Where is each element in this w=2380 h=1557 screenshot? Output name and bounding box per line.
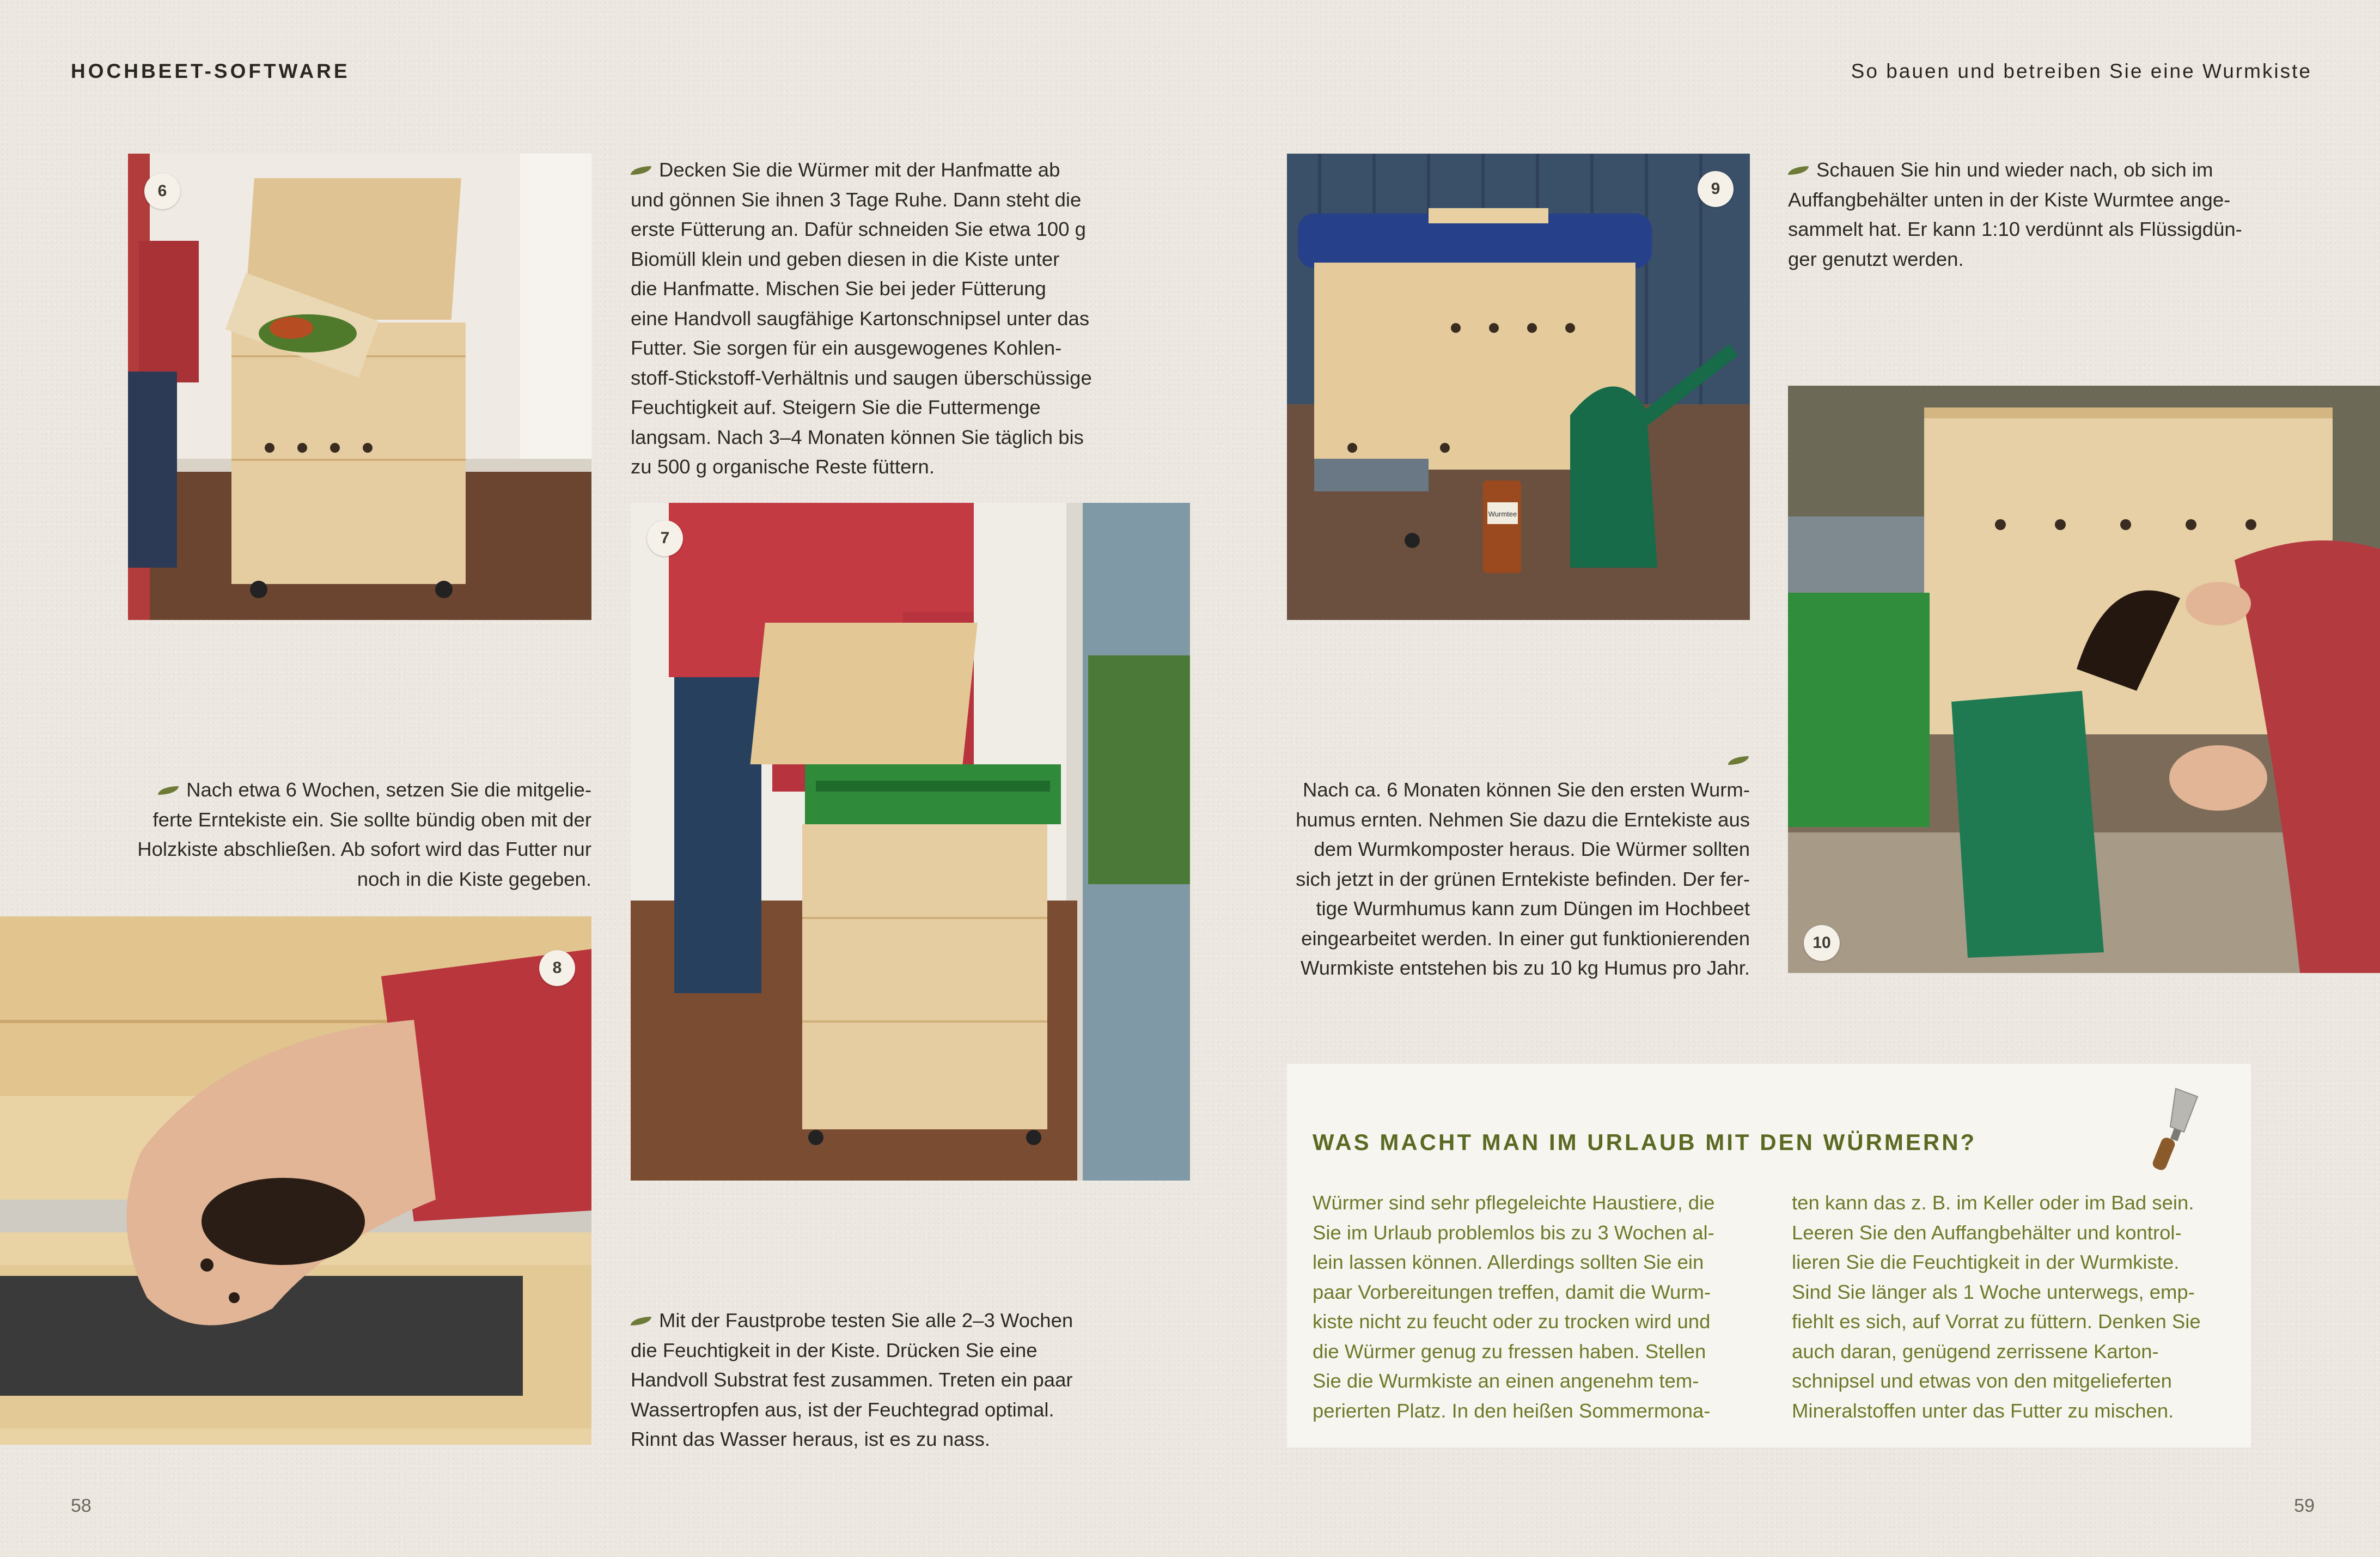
running-header-right: So bauen und betreiben Sie eine Wurmkiste — [1851, 60, 2312, 82]
text-step-7: Nach etwa 6 Wochen, setzen Sie die mitgelie- ferte Erntekiste ein. Sie sollte bündig oben mit der Holzkiste abschließen. Ab sofort wird das Futter nur noch in die Kiste gegeben. — [137, 778, 591, 890]
leaf-bullet-icon — [631, 1317, 651, 1325]
photo-step-6 — [128, 154, 591, 620]
info-box-column-2: ten kann das z. B. im Keller oder im Bad sein. Leeren Sie den Auffangbehälter und kontrol- lieren Sie die Feuchtigkeit in der Wurmkiste. Sind Sie länger als 1 Woche unterwegs, emp- fiehlt es sich, auf Vorrat zu füttern. Denken Sie auch daran, genügend zerrissene Karton- schnipsel und etwas von den mitgelieferten Mineralstoffen unter das Futter zu mischen. — [1792, 1191, 2201, 1422]
text-step-9: Schauen Sie hin und wieder nach, ob sich im Auffangbehälter unten in der Kiste Wurmtee ange- sammelt hat. Er kann 1:10 verdünnt als Flüssigdün- ger genutzt werden. — [1788, 159, 2242, 270]
step-badge-8: 8 — [539, 950, 575, 986]
info-box-column-1: Würmer sind sehr pflegeleichte Haustiere, die Sie im Urlaub problemlos bis zu 3 Wochen al- lein lassen können. Allerdings sollten Sie ein paar Vorbereitungen treffen, damit die Wurm- kiste nicht zu feucht oder zu trocken wird und die Würmer genug zu fressen haben. Stellen Sie die Wurmkiste an einen angenehm tem- perierten Platz. In den heißen Sommermona- — [1313, 1191, 1715, 1422]
trowel-icon — [2146, 1086, 2206, 1176]
leaf-bullet-icon — [1788, 166, 1809, 175]
photo-step-7 — [631, 503, 1190, 1181]
leaf-bullet-icon — [1728, 756, 1749, 765]
leaf-bullet-icon — [158, 786, 179, 795]
info-box-title: WAS MACHT MAN IM URLAUB MIT DEN WÜRMERN? — [1313, 1129, 1977, 1155]
text-step-6: Decken Sie die Würmer mit der Hanfmatte ab und gönnen Sie ihnen 3 Tage Ruhe. Dann steht die erste Fütterung an. Dafür schneiden Sie etwa 100 g Biomüll klein und geben diesen in die Kiste unter die Hanfmatte. Mischen Sie bei jeder Fütterung eine Handvoll saugfähige Kartonschnipsel unter das Futter. Sie sorgen für ein ausgewogenes Kohlen- stoff-Stickstoff-Verhältnis und saugen überschüssige Feuchtigkeit auf. Steigern Sie die Futtermenge langsam. Nach 3–4 Monaten können Sie täglich bis zu 500 g organische Reste füttern. — [631, 159, 1092, 478]
photo-step-8 — [0, 916, 591, 1445]
leaf-bullet-icon — [631, 166, 651, 175]
text-step-10: Nach ca. 6 Monaten können Sie den ersten Wurm- humus ernten. Nehmen Sie dazu die Erntekiste aus dem Wurmkomposter heraus. Die Würmer sollten sich jetzt in der grünen Erntekiste befinden. Der fer- tige Wurmhumus kann zum Düngen im Hochbeet eingearbeitet werden. In einer gut funktionierenden Wurmkiste entstehen bis zu 10 kg Humus pro Jahr. — [1296, 778, 1750, 979]
photo-step-10 — [1788, 386, 2380, 973]
running-header-left: HOCHBEET-SOFTWARE — [71, 60, 350, 82]
step-badge-9: 9 — [1698, 171, 1734, 207]
jar-label-text: Wurmtee — [1488, 510, 1517, 518]
step-badge-10: 10 — [1804, 925, 1840, 961]
step-badge-6: 6 — [144, 173, 180, 209]
text-step-8: Mit der Faustprobe testen Sie alle 2–3 Wochen die Feuchtigkeit in der Kiste. Drücken Sie eine Handvoll Substrat fest zusammen. Treten ein paar Wassertropfen aus, ist der Feuchtegrad optimal. Rinnt das Wasser heraus, ist es zu nass. — [631, 1309, 1073, 1450]
page-number-left: 58 — [71, 1495, 91, 1516]
photo-step-9 — [1287, 154, 1750, 620]
vacation-info-box — [1287, 1064, 2251, 1447]
page-number-right: 59 — [2294, 1495, 2315, 1516]
step-badge-7: 7 — [647, 520, 683, 556]
